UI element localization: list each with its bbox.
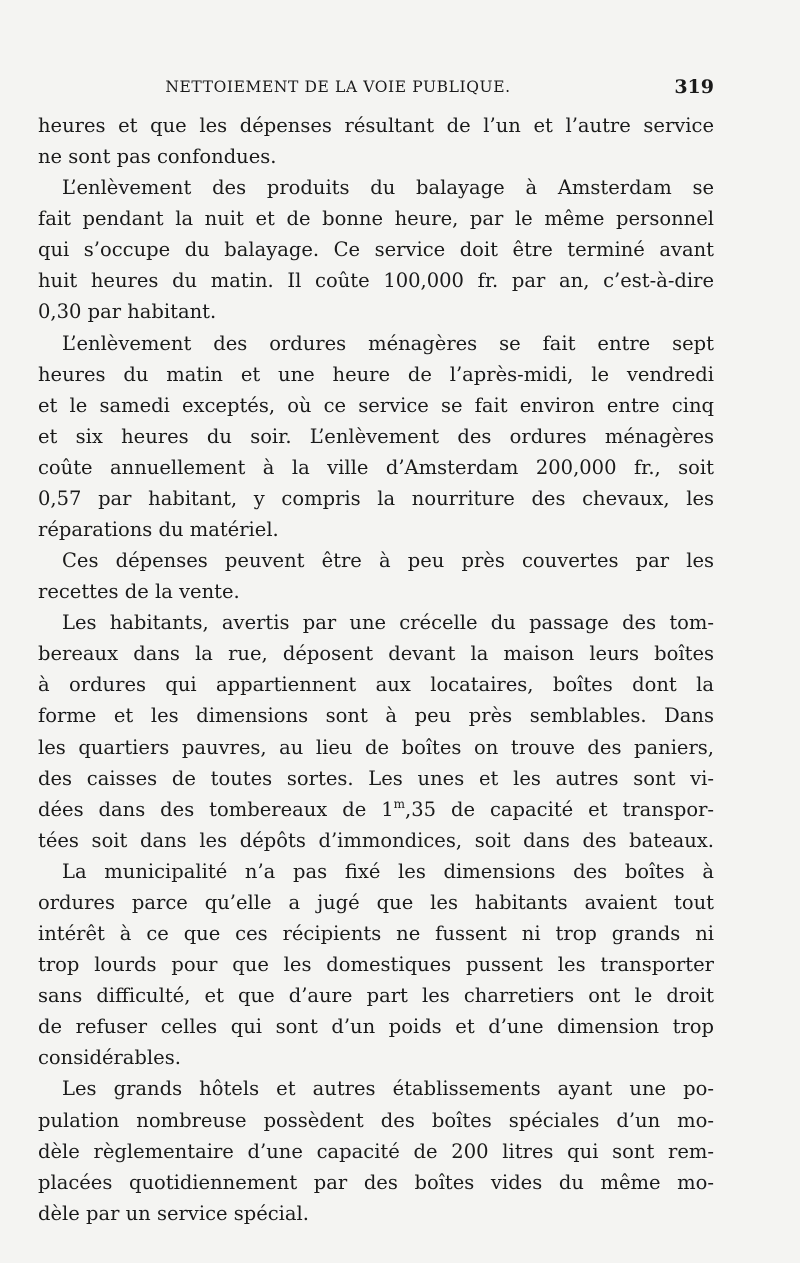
text-line: [38, 483, 714, 514]
text-line: [38, 234, 714, 265]
text-line-content: bereaux dans la rue, déposent devant la maison leurs boîtes: [38, 642, 714, 666]
text-line-content: L’enlèvement des ordures ménagères se fait entre sept: [62, 331, 714, 355]
text-line-content: dèle règlementaire d’une capacité de 200 litres qui sont rem-: [38, 1139, 714, 1163]
text-line: [38, 421, 714, 452]
text-line: [38, 328, 714, 359]
text-line-content: heures du matin et une heure de l’après-midi, le vendredi: [38, 362, 714, 386]
text-line: [38, 1073, 714, 1104]
text-line: [38, 514, 714, 545]
text-line-content: fait pendant la nuit et de bonne heure, par le même personnel: [38, 207, 714, 231]
text-line-content: recettes de la vente.: [38, 580, 240, 604]
text-line: [38, 825, 714, 856]
text-line: [38, 763, 714, 794]
text-line: [38, 390, 714, 421]
text-line-content: Les grands hôtels et autres établissements ayant une po-: [62, 1077, 714, 1101]
text-line: [38, 141, 714, 172]
text-line: [38, 700, 714, 731]
text-line-content: sans difficulté, et que d’aure part les charretiers ont le droit: [38, 984, 714, 1008]
text-line-content: pulation nombreuse possèdent des boîtes spéciales d’un mo-: [38, 1108, 714, 1132]
text-line-content: considérables.: [38, 1046, 181, 1070]
text-line: [38, 203, 714, 234]
text-line-content: qui s’occupe du balayage. Ce service doit être terminé avant: [38, 238, 714, 262]
text-line-content: réparations du matériel.: [38, 518, 279, 542]
text-line: [38, 918, 714, 949]
text-line: [38, 732, 714, 763]
text-line-content: intérêt à ce que ces récipients ne fussent ni trop grands ni: [38, 922, 714, 946]
text-line-content: des caisses de toutes sortes. Les unes et les autres sont vi-: [38, 766, 714, 790]
text-line: [38, 1136, 714, 1167]
text-line-content: forme et les dimensions sont à peu près semblables. Dans: [38, 704, 714, 728]
text-line-content: et six heures du soir. L’enlèvement des ordures ménagères: [38, 424, 714, 448]
text-line-content: Ces dépenses peuvent être à peu près couvertes par les: [62, 549, 714, 573]
text-line-content: dées dans des tombereaux de 1: [38, 797, 394, 821]
text-line-content: tées soit dans les dépôts d’immondices, soit dans des bateaux.: [38, 828, 714, 852]
text-line: [38, 638, 714, 669]
text-line: [38, 949, 714, 980]
superscript-unit: m: [393, 796, 406, 811]
text-line-continuation: ,35 de capacité et transpor-: [405, 797, 714, 821]
text-line: [38, 452, 714, 483]
text-line: [38, 110, 714, 141]
text-line-content: à ordures qui appartiennent aux locataires, boîtes dont la: [38, 673, 714, 697]
text-line-content: ordures parce qu’elle a jugé que les habitants avaient tout: [38, 890, 714, 914]
text-line-content: huit heures du matin. Il coûte 100,000 fr. par an, c’est-à-dire: [38, 269, 714, 293]
text-line-content: placées quotidiennement par des boîtes vides du même mo-: [38, 1170, 714, 1194]
text-line: [38, 980, 714, 1011]
text-line-content: 0,57 par habitant, y compris la nourriture des chevaux, les: [38, 486, 714, 510]
running-head: [38, 74, 714, 100]
text-line: [38, 669, 714, 700]
text-line: [38, 172, 714, 203]
text-line: [38, 794, 714, 825]
text-line-content: dèle par un service spécial.: [38, 1201, 309, 1225]
text-line-content: Les habitants, avertis par une crécelle du passage des tom-: [62, 611, 714, 635]
text-line: [38, 296, 714, 327]
text-line: [38, 1198, 714, 1229]
running-title: NETTOIEMENT DE LA VOIE PUBLIQUE.: [165, 78, 511, 96]
text-line: [38, 856, 714, 887]
text-line-content: La municipalité n’a pas fixé les dimensions des boîtes à: [62, 859, 714, 883]
text-line: [38, 1011, 714, 1042]
text-line-content: et le samedi exceptés, où ce service se fait environ entre cinq: [38, 393, 714, 417]
text-line-content: coûte annuellement à la ville d’Amsterdam 200,000 fr., soit: [38, 455, 714, 479]
text-line: [38, 359, 714, 390]
text-line: [38, 545, 714, 576]
page-number: 319: [674, 76, 714, 98]
text-line-content: heures et que les dépenses résultant de l’un et l’autre service: [38, 114, 714, 137]
text-line: [38, 607, 714, 638]
text-line: [38, 1167, 714, 1198]
body-text: [38, 110, 714, 1229]
text-line-content: les quartiers pauvres, au lieu de boîtes on trouve des paniers,: [38, 735, 714, 759]
text-line: [38, 265, 714, 296]
text-line: [38, 887, 714, 918]
text-line-content: L’enlèvement des produits du balayage à Amsterdam se: [62, 176, 714, 200]
text-line-content: ne sont pas confondues.: [38, 145, 277, 169]
text-line-content: de refuser celles qui sont d’un poids et d’une dimension trop: [38, 1015, 714, 1039]
text-line-content: trop lourds pour que les domestiques pussent les transporter: [38, 953, 714, 977]
text-line-content: 0,30 par habitant.: [38, 300, 217, 324]
text-line: [38, 576, 714, 607]
text-line: [38, 1105, 714, 1136]
text-line: [38, 1042, 714, 1073]
